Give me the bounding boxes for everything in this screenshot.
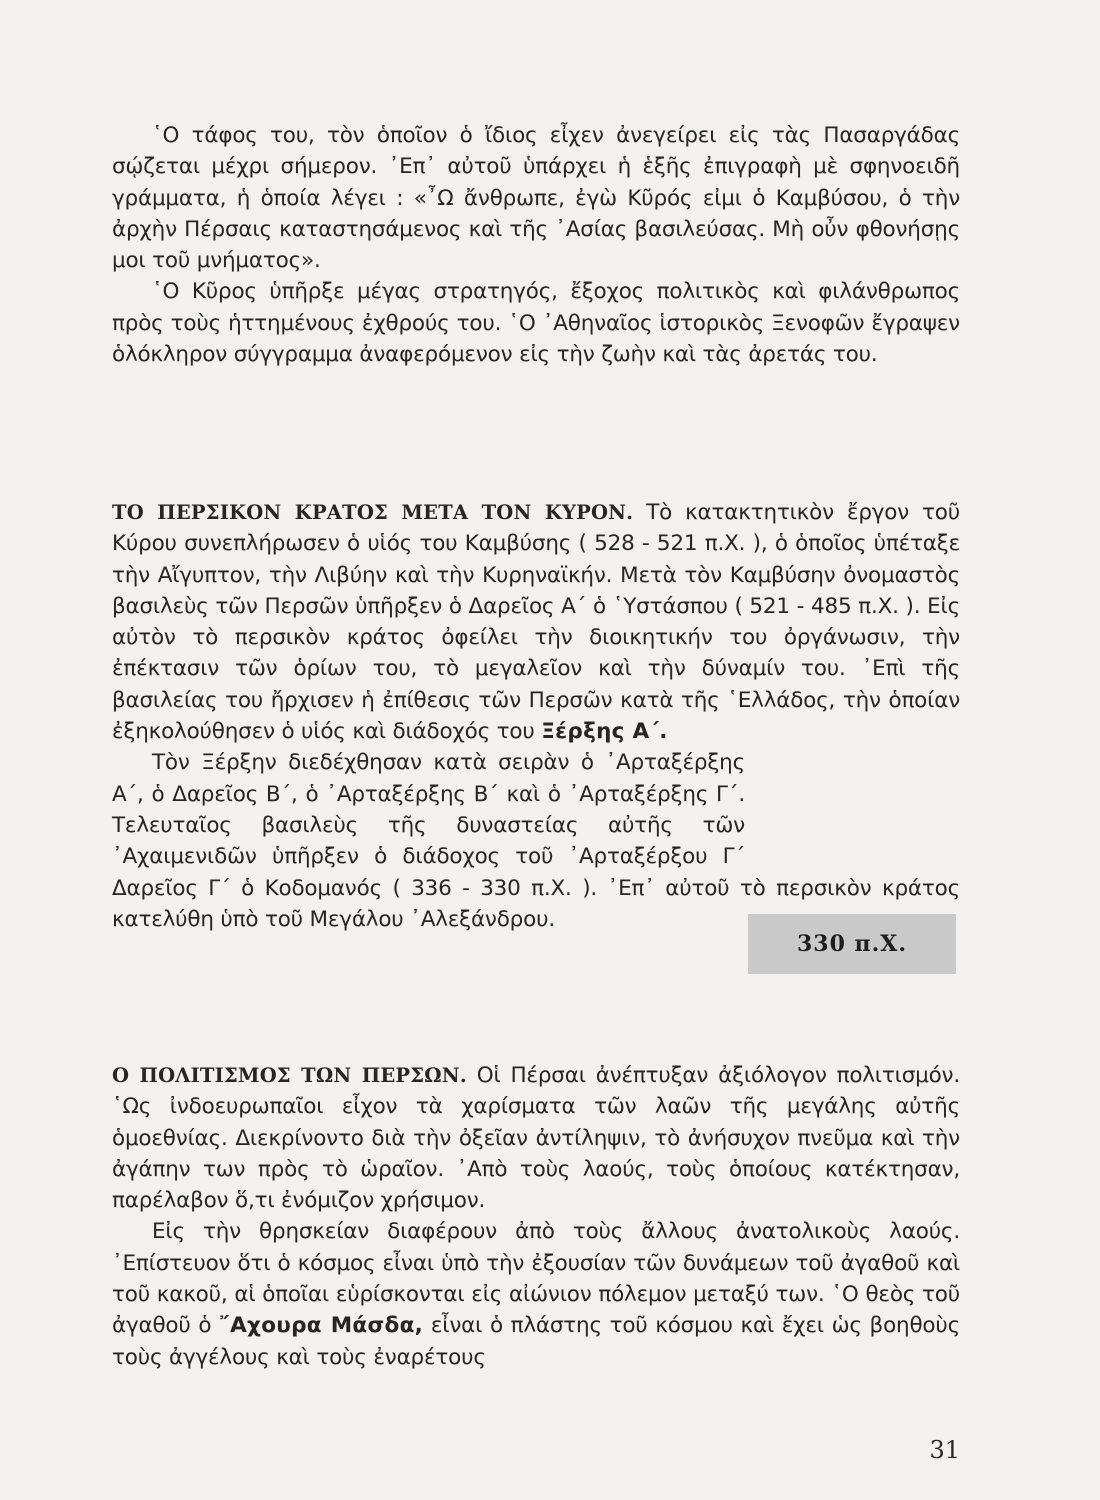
civilization-section (112, 1060, 960, 1373)
page-number: 31 (929, 1436, 960, 1464)
paragraph-religion (112, 1216, 960, 1372)
section-heading-civilization: Ο ΠΟΛΙΤΙΣΜΟΣ ΤΩΝ ΠΕΡΣΩΝ. (112, 1064, 467, 1087)
paragraph-cyrus: ῾Ο Κῦρος ὑπῆρξε μέγας στρατηγός, ἔξοχος πολιτικὸς καὶ φιλάνθρωπος πρὸς τοὺς ἡττημένους ἐχθρούς του. ῾Ο ᾿Αθηναῖος ἱστορικὸς Ξενοφῶν ἔγραψεν ὁλόκληρον σύγγραμμα ἀναφερόμενον εἰς τὴν ζωὴν καὶ τὰς ἀρετάς του. (112, 279, 960, 368)
intro-section (112, 120, 960, 370)
section-heading-persian-state: ΤΟ ΠΕΡΣΙΚΟΝ ΚΡΑΤΟΣ ΜΕΤΑ ΤΟΝ ΚΥΡΟΝ. (112, 501, 634, 524)
ahura-mazda-name: ῎Αχουρα Μάσδα, (219, 1313, 424, 1339)
paragraph-civilization (112, 1060, 960, 1216)
paragraph-civilization-text: Οἱ Πέρσαι ἀνέπτυξαν ἀξιόλογον πολιτισμόν. ῾Ως ἰνδοευρωπαῖοι εἶχον τὰ χαρίσματα τῶν λαῶν τῆς μεγάλης αὐτῆς ὁμοεθνίας. Διεκρίνοντο διὰ τὴν ὀξεῖαν ἀντίληψιν, τὸ ἀνήσυχον πνεῦμα καὶ τὴν ἀγάπην των πρὸς τὸ ὡραῖον. ᾿Απὸ τοὺς λαούς, τοὺς ὁποίους κατέκτησαν, παρέλαβον ὅ,τι ἐνόμιζον χρήσιμον. (112, 1063, 960, 1214)
paragraph-successors (112, 497, 960, 747)
paragraph-successors-text: Τὸ κατακτητικὸν ἔργον τοῦ Κύρου συνεπλήρωσεν ὁ υἱός του Καμβύσης ( 528 - 521 π.Χ. ), ὁ ὁποῖος ὑπέταξε τὴν Αἴγυπτον, τὴν Λιβύην καὶ τὴν Κυρηναϊκήν. Μετὰ τὸν Καμβύσην ὀνομαστὸς βασιλεὺς τῶν Περσῶν ὑπῆρξεν ὁ Δαρεῖος Α΄ ὁ ῾Υστάσπου ( 521 - 485 π.Χ. ). Εἰς αὐτὸν τὸ περσικὸν κράτος ὀφείλει τὴν διοικητικήν του ὀργάνωσιν, τὴν ἐπέκτασιν τῶν ὁρίων του, τὸ μεγαλεῖον καὶ τὴν δύναμίν του. ᾿Επὶ τῆς βασιλείας του ἤρχισεν ἡ ἐπίθεσις τῶν Περσῶν κατὰ τῆς ῾Ελλάδος, τὴν ὁποίαν ἐξηκολούθησεν ὁ υἱός καὶ διάδοχός του (112, 500, 960, 745)
paragraph-tomb: ῾Ο τάφος του, τὸν ὁποῖον ὁ ἴδιος εἶχεν ἀνεγείρει εἰς τὰς Πασαργάδας σῴζεται μέχρι σήμερον. ᾿Επ᾿ αὐτοῦ ὑπάρχει ἡ ἑξῆς ἐπιγραφὴ μὲ σφηνοειδῆ γράμματα, ἡ ὁποία λέγει : «῏Ω ἄνθρωπε, ἐγὼ Κῦρός εἰμι ὁ Καμβύσου, ὁ τὴν ἀρχὴν Πέρσαις καταστησάμενος καὶ τῆς ᾿Ασίας βασιλεύσας. Μὴ οὖν φθονήσῃς μοι τοῦ μνήματος». (112, 123, 960, 274)
paragraph-achaemenids: Τὸν Ξέρξην διεδέχθησαν κατὰ σειρὰν ὁ ᾿Αρταξέρξης Α΄, ὁ Δαρεῖος Β΄, ὁ ᾿Αρταξέρξης Β΄ καὶ ὁ ᾿Αρταξέρξης Γ΄. Τελευταῖος βασιλεὺς τῆς δυναστείας αὐτῆς τῶν ᾿Αχαιμενιδῶν ὑπῆρξεν ὁ διάδοχος τοῦ ᾿Αρταξέρξου Γ΄ Δαρεῖος Γ΄ ὁ Κοδομανός ( 336 - 330 π.Χ. ). ᾿Επ᾿ αὐτοῦ τὸ περσικὸν κράτος κατελύθη ὑπὸ τοῦ Μεγάλου ᾿Αλεξάνδρου. (112, 750, 960, 932)
xerxes-name: Ξέρξης Α΄. (541, 719, 668, 745)
margin-date-box: 330 π.Χ. (748, 914, 956, 974)
paragraph-religion-start: Εἰς τὴν θρησκείαν διαφέρουν ἀπὸ τοὺς ἄλλους ἀνατολικοὺς λαούς. ᾿Επίστευον ὅτι ὁ κόσμος εἶναι ὑπὸ τὴν ἐξουσίαν τῶν δυνάμεων τοῦ ἀγαθοῦ καὶ τοῦ κακοῦ, αἱ ὁποῖαι εὑρίσκονται εἰς αἰώνιον πόλεμον μεταξύ των. ῾Ο θεὸς τοῦ ἀγαθοῦ ὁ (112, 1219, 960, 1339)
paragraph-religion-end: εἶναι ὁ πλάστης τοῦ κόσμου καὶ ἔχει ὡς βοηθοὺς τοὺς ἀγγέλους καὶ τοὺς ἐναρέτους (112, 1313, 961, 1370)
persian-state-section (112, 497, 960, 935)
margin-note-spacer (745, 805, 960, 867)
